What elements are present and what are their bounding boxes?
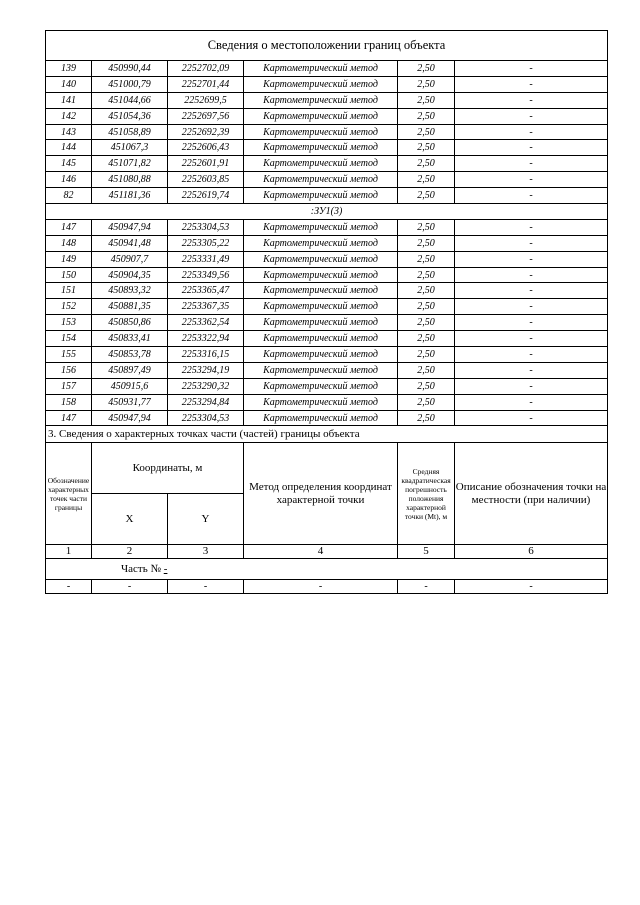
point-b-row	[46, 299, 608, 315]
coord-x-cell: 451044,66	[92, 92, 168, 108]
method-cell: Картометрический метод	[244, 378, 398, 394]
method-cell: Картометрический метод	[244, 124, 398, 140]
point-a-row	[46, 188, 608, 204]
coord-x-cell: 450915,6	[92, 378, 168, 394]
description-cell: -	[455, 156, 608, 172]
point-b-row	[46, 362, 608, 378]
point-a-row	[46, 61, 608, 77]
method-cell: Картометрический метод	[244, 267, 398, 283]
empty-cell: -	[46, 580, 92, 594]
point-b-row	[46, 331, 608, 347]
method-cell: Картометрический метод	[244, 108, 398, 124]
part-label: Часть №	[121, 562, 161, 575]
coord-x-cell: 450893,32	[92, 283, 168, 299]
description-cell: -	[455, 362, 608, 378]
accuracy-cell: 2,50	[398, 124, 455, 140]
method-cell: Картометрический метод	[244, 331, 398, 347]
point-a-row	[46, 156, 608, 172]
point-id-cell: 148	[46, 235, 92, 251]
method-cell: Картометрический метод	[244, 394, 398, 410]
column-number: 5	[398, 545, 455, 559]
accuracy-cell: 2,50	[398, 299, 455, 315]
point-id-cell: 156	[46, 362, 92, 378]
accuracy-cell: 2,50	[398, 394, 455, 410]
coord-x-cell: 450833,41	[92, 331, 168, 347]
description-cell: -	[455, 61, 608, 77]
method-cell: Картометрический метод	[244, 235, 398, 251]
coord-x-cell: 450907,7	[92, 251, 168, 267]
point-b-row	[46, 283, 608, 299]
method-cell: Картометрический метод	[244, 283, 398, 299]
point-id-cell: 147	[46, 219, 92, 235]
empty-cell: -	[92, 580, 168, 594]
point-a-row	[46, 124, 608, 140]
description-cell: -	[455, 92, 608, 108]
point-id-cell: 155	[46, 347, 92, 363]
description-cell: -	[455, 347, 608, 363]
point-id-cell: 153	[46, 315, 92, 331]
description-cell: -	[455, 188, 608, 204]
method-cell: Картометрический метод	[244, 362, 398, 378]
accuracy-cell: 2,50	[398, 267, 455, 283]
header-x: X	[92, 494, 168, 545]
column-number: 3	[168, 545, 244, 559]
coord-x-cell: 450947,94	[92, 410, 168, 426]
accuracy-cell: 2,50	[398, 188, 455, 204]
coord-x-cell: 450941,48	[92, 235, 168, 251]
method-cell: Картометрический метод	[244, 172, 398, 188]
point-b-row	[46, 410, 608, 426]
column-number: 6	[455, 545, 608, 559]
coord-y-cell: 2253316,15	[168, 347, 244, 363]
coord-x-cell: 451000,79	[92, 76, 168, 92]
point-a-row	[46, 92, 608, 108]
description-cell: -	[455, 267, 608, 283]
point-id-cell: 140	[46, 76, 92, 92]
coord-y-cell: 2253322,94	[168, 331, 244, 347]
point-id-cell: 139	[46, 61, 92, 77]
point-a-row	[46, 76, 608, 92]
accuracy-cell: 2,50	[398, 378, 455, 394]
point-id-cell: 142	[46, 108, 92, 124]
header-coordinates: Координаты, м	[92, 443, 244, 494]
point-id-cell: 141	[46, 92, 92, 108]
description-cell: -	[455, 108, 608, 124]
description-cell: -	[455, 378, 608, 394]
method-cell: Картометрический метод	[244, 140, 398, 156]
coord-y-cell: 2253349,56	[168, 267, 244, 283]
description-cell: -	[455, 394, 608, 410]
coord-y-cell: 2253294,19	[168, 362, 244, 378]
description-cell: -	[455, 410, 608, 426]
accuracy-cell: 2,50	[398, 156, 455, 172]
coord-y-cell: 2253365,47	[168, 283, 244, 299]
point-b-row	[46, 219, 608, 235]
column-number: 2	[92, 545, 168, 559]
section3-title: 3. Сведения о характерных точках части (частей) границы объекта	[46, 426, 608, 443]
accuracy-cell: 2,50	[398, 219, 455, 235]
coord-y-cell: 2252697,56	[168, 108, 244, 124]
point-a-row	[46, 108, 608, 124]
coord-y-cell: 2252606,43	[168, 140, 244, 156]
method-cell: Картометрический метод	[244, 156, 398, 172]
coord-x-cell: 450990,44	[92, 61, 168, 77]
point-b-row	[46, 394, 608, 410]
coord-x-cell: 451067,3	[92, 140, 168, 156]
method-cell: Картометрический метод	[244, 410, 398, 426]
description-cell: -	[455, 124, 608, 140]
description-cell: -	[455, 76, 608, 92]
method-cell: Картометрический метод	[244, 76, 398, 92]
point-id-cell: 154	[46, 331, 92, 347]
accuracy-cell: 2,50	[398, 108, 455, 124]
coord-y-cell: 2252701,44	[168, 76, 244, 92]
coord-y-cell: 2253305,22	[168, 235, 244, 251]
point-b-row	[46, 315, 608, 331]
coord-x-cell: 450853,78	[92, 347, 168, 363]
accuracy-cell: 2,50	[398, 347, 455, 363]
point-id-cell: 144	[46, 140, 92, 156]
description-cell: -	[455, 283, 608, 299]
description-cell: -	[455, 172, 608, 188]
point-b-row	[46, 267, 608, 283]
point-id-cell: 150	[46, 267, 92, 283]
part-number: -	[163, 562, 168, 575]
coord-x-cell: 450897,49	[92, 362, 168, 378]
accuracy-cell: 2,50	[398, 235, 455, 251]
subheading: :ЗУ1(3)	[46, 204, 608, 220]
coord-y-cell: 2253290,32	[168, 378, 244, 394]
coord-y-cell: 2253304,53	[168, 410, 244, 426]
coord-y-cell: 2253367,35	[168, 299, 244, 315]
point-id-cell: 147	[46, 410, 92, 426]
header-method: Метод определения координат характерной точки	[244, 443, 398, 545]
section-title: Сведения о местоположении границ объекта	[46, 31, 608, 61]
method-cell: Картометрический метод	[244, 188, 398, 204]
description-cell: -	[455, 235, 608, 251]
coord-y-cell: 2252619,74	[168, 188, 244, 204]
coord-x-cell: 450931,77	[92, 394, 168, 410]
coord-x-cell: 451071,82	[92, 156, 168, 172]
accuracy-cell: 2,50	[398, 283, 455, 299]
method-cell: Картометрический метод	[244, 251, 398, 267]
accuracy-cell: 2,50	[398, 172, 455, 188]
point-a-row	[46, 172, 608, 188]
accuracy-cell: 2,50	[398, 61, 455, 77]
description-cell: -	[455, 219, 608, 235]
accuracy-cell: 2,50	[398, 315, 455, 331]
header-description: Описание обозначения точки на местности (при наличии)	[455, 443, 608, 545]
boundary-table	[45, 30, 608, 594]
point-id-cell: 143	[46, 124, 92, 140]
column-number: 1	[46, 545, 92, 559]
document-frame	[45, 30, 607, 594]
empty-cell: -	[398, 580, 455, 594]
coord-x-cell: 451058,89	[92, 124, 168, 140]
coord-y-cell: 2253331,49	[168, 251, 244, 267]
coord-y-cell: 2252692,39	[168, 124, 244, 140]
coord-y-cell: 2252699,5	[168, 92, 244, 108]
accuracy-cell: 2,50	[398, 140, 455, 156]
point-b-row	[46, 251, 608, 267]
header-y: Y	[168, 494, 244, 545]
method-cell: Картометрический метод	[244, 61, 398, 77]
method-cell: Картометрический метод	[244, 347, 398, 363]
header-accuracy: Средняя квадратическая погрешность положения характерной точки (Мt), м	[398, 443, 455, 545]
description-cell: -	[455, 251, 608, 267]
header-point-designation: Обозначение характерных точек части границы	[46, 443, 92, 545]
point-id-cell: 146	[46, 172, 92, 188]
point-id-cell: 158	[46, 394, 92, 410]
coord-y-cell: 2252702,09	[168, 61, 244, 77]
point-b-row	[46, 378, 608, 394]
coord-x-cell: 450947,94	[92, 219, 168, 235]
empty-cell: -	[244, 580, 398, 594]
point-b-row	[46, 235, 608, 251]
point-id-cell: 82	[46, 188, 92, 204]
point-id-cell: 157	[46, 378, 92, 394]
point-id-cell: 145	[46, 156, 92, 172]
empty-cell: -	[455, 580, 608, 594]
empty-cell: -	[168, 580, 244, 594]
coord-y-cell: 2253294,84	[168, 394, 244, 410]
point-b-row	[46, 347, 608, 363]
accuracy-cell: 2,50	[398, 362, 455, 378]
accuracy-cell: 2,50	[398, 76, 455, 92]
description-cell: -	[455, 331, 608, 347]
description-cell: -	[455, 315, 608, 331]
coord-y-cell: 2253362,54	[168, 315, 244, 331]
method-cell: Картометрический метод	[244, 219, 398, 235]
point-id-cell: 152	[46, 299, 92, 315]
method-cell: Картометрический метод	[244, 299, 398, 315]
method-cell: Картометрический метод	[244, 315, 398, 331]
coord-y-cell: 2252603,85	[168, 172, 244, 188]
coord-y-cell: 2252601,91	[168, 156, 244, 172]
part-row	[46, 559, 608, 580]
coord-x-cell: 451181,36	[92, 188, 168, 204]
coord-x-cell: 451054,36	[92, 108, 168, 124]
method-cell: Картометрический метод	[244, 92, 398, 108]
point-a-row	[46, 140, 608, 156]
description-cell: -	[455, 140, 608, 156]
accuracy-cell: 2,50	[398, 251, 455, 267]
coord-x-cell: 450881,35	[92, 299, 168, 315]
coord-x-cell: 450904,35	[92, 267, 168, 283]
point-id-cell: 151	[46, 283, 92, 299]
column-number: 4	[244, 545, 398, 559]
description-cell: -	[455, 299, 608, 315]
accuracy-cell: 2,50	[398, 410, 455, 426]
accuracy-cell: 2,50	[398, 331, 455, 347]
coord-y-cell: 2253304,53	[168, 219, 244, 235]
point-id-cell: 149	[46, 251, 92, 267]
coord-x-cell: 450850,86	[92, 315, 168, 331]
accuracy-cell: 2,50	[398, 92, 455, 108]
coord-x-cell: 451080,88	[92, 172, 168, 188]
